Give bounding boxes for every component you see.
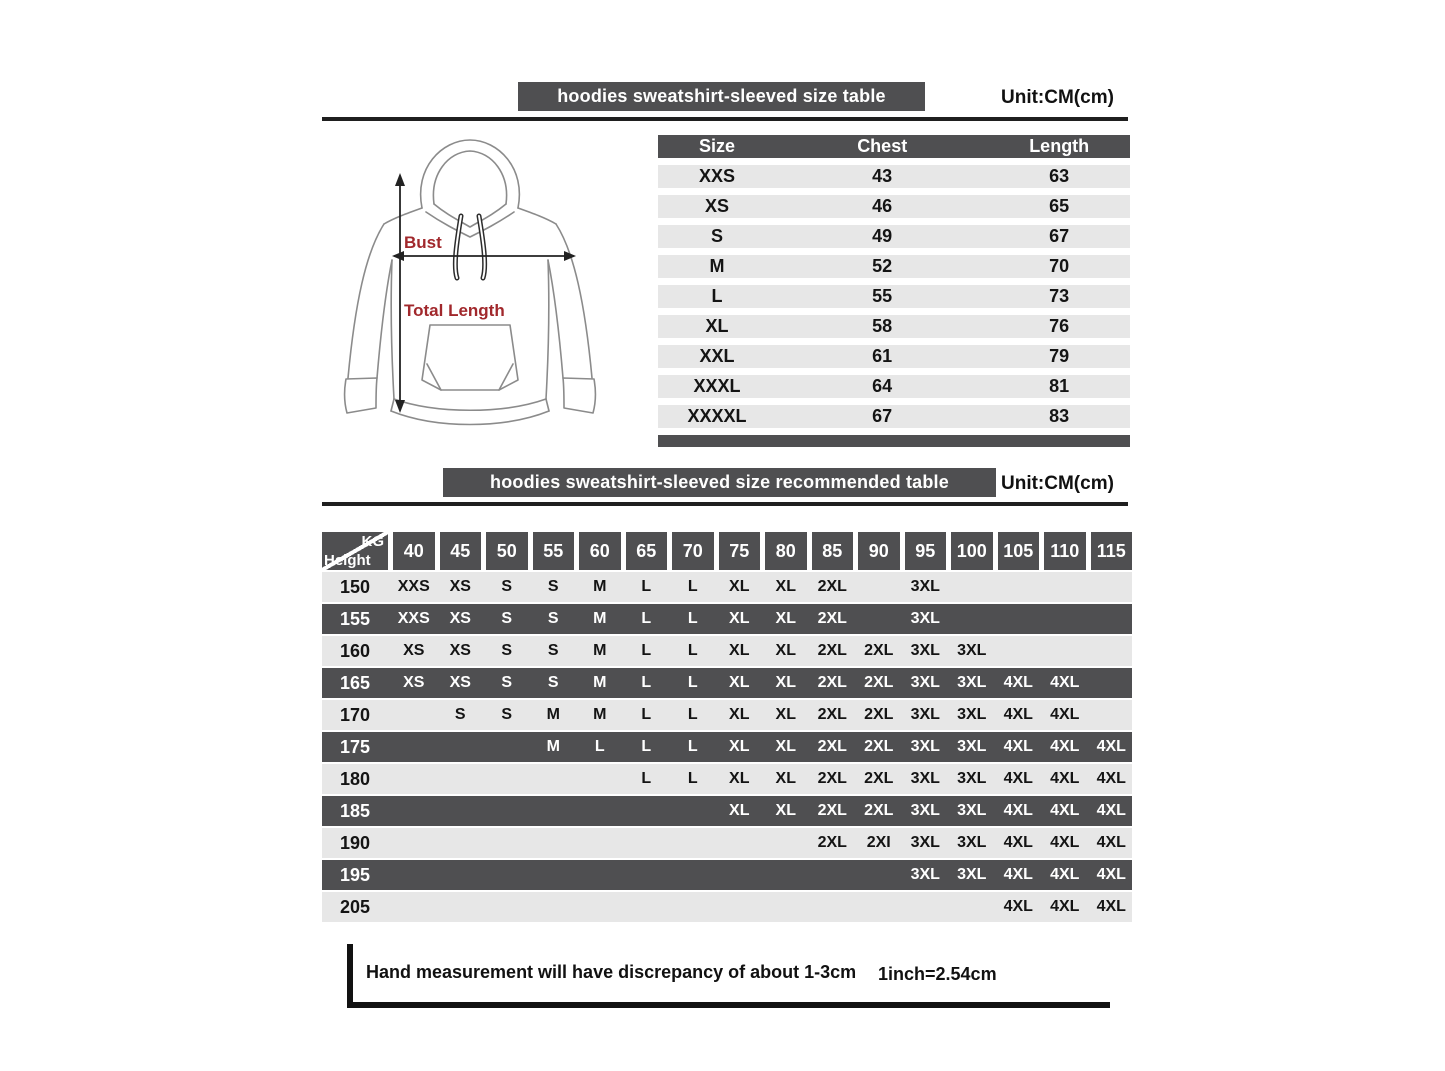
recommended-cell: S [501,642,513,659]
recommended-cell: 3XL [910,770,940,787]
recommended-size-table [322,532,1132,924]
unit-label-2: Unit:CM(cm) [1001,473,1114,494]
weight-header-cells [393,532,1132,570]
recommended-cell: XL [729,674,750,691]
size-table-header-row [658,135,1130,158]
divider-line-2 [322,502,1128,506]
recommended-cell: L [687,610,698,627]
size-table-cell: 67 [1049,226,1070,246]
height-label: 175 [339,736,371,757]
recommended-cell: XL [775,674,796,691]
size-table-cell: 55 [872,286,893,306]
recommended-cell: 3XL [957,738,987,755]
recommended-cell: XL [775,610,796,627]
height-label: 195 [339,864,371,885]
kg-corner-label: KG [361,533,384,550]
recommended-cell: 3XL [957,802,987,819]
recommended-cell: L [641,770,652,787]
recommended-cell: S [501,674,513,691]
recommended-cell: 2XL [817,738,847,755]
recommended-cell: L [641,706,652,723]
recommended-cell: S [501,610,513,627]
recommended-cell: XS [449,674,471,691]
recommended-cell: 4XL [1050,898,1080,915]
recommended-cell: M [593,610,607,627]
recommended-cell: XL [729,642,750,659]
recommended-cell: XL [729,802,750,819]
size-table-cell: XL [705,316,729,336]
height-label: 170 [339,704,371,725]
size-table [658,135,1130,447]
recommended-cell: 4XL [1003,706,1033,723]
recommended-cell: XL [729,610,750,627]
recommended-cell: 3XL [910,578,940,595]
recommended-cell: L [641,738,652,755]
recommended-cell: L [687,642,698,659]
size-table-title: hoodies sweatshirt-sleeved size table [518,82,925,111]
recommended-cell: 3XL [910,866,940,883]
weight-header-cell: 45 [440,532,482,570]
recommended-cell: 2XL [817,642,847,659]
recommended-cell: XL [775,738,796,755]
size-table-row [658,225,1130,248]
recommended-cell: 3XL [957,706,987,723]
recommended-table-body [322,572,1132,922]
recommended-cell: XL [775,802,796,819]
recommended-cell: 3XL [957,770,987,787]
size-table-cell: 81 [1049,376,1070,396]
recommended-cell: M [593,674,607,691]
size-table-cell: S [710,226,723,246]
weight-header-cell: 50 [486,532,528,570]
recommended-row [322,732,1132,762]
size-table-cell: 67 [872,406,893,426]
recommended-cell: XXS [397,578,430,595]
recommended-row [322,764,1132,794]
recommended-cell: 4XL [1003,738,1033,755]
size-table-cell: 70 [1049,256,1070,276]
weight-header-cell: 70 [672,532,714,570]
recommended-table-title: hoodies sweatshirt-sleeved size recommended table [443,468,996,497]
size-table-footer-bar [658,435,1130,447]
weight-header-cell: 105 [998,532,1040,570]
total-length-label: Total Length [404,301,505,320]
size-table-cell: 65 [1049,196,1070,216]
recommended-cell: XS [403,642,425,659]
recommended-cell: 2XL [817,706,847,723]
weight-header-cell: 40 [393,532,435,570]
height-label: 150 [339,576,371,597]
recommended-cell: L [687,674,698,691]
recommended-cell: 4XL [1003,770,1033,787]
size-table-row [658,285,1130,308]
recommended-row [322,572,1132,602]
size-table-cell: 64 [872,376,893,396]
recommended-cell: XL [775,578,796,595]
recommended-cell: 4XL [1096,770,1126,787]
weight-header-cell: 75 [719,532,761,570]
recommended-cell: XL [775,706,796,723]
weight-header-cell: 85 [812,532,854,570]
recommended-cell: 3XL [957,642,987,659]
unit-label-1: Unit:CM(cm) [1001,87,1114,108]
height-label: 165 [339,672,371,693]
recommended-row [322,604,1132,634]
recommended-cell: 2XL [864,706,894,723]
size-table-row [658,165,1130,188]
size-table-row [658,255,1130,278]
size-column-header: Size [698,136,736,156]
divider-line-1 [322,117,1128,121]
measurement-note: Hand measurement will have discrepancy of about 1-3cm [366,962,857,982]
size-table-cell: M [709,256,725,276]
height-corner-label: Height [324,552,371,569]
recommended-cell: XL [729,770,750,787]
size-table-cell: 73 [1049,286,1070,306]
size-table-body [658,165,1130,428]
height-label: 190 [339,832,371,853]
recommended-cell: S [501,578,513,595]
kg-height-corner-cell [322,532,388,570]
recommended-cell: S [547,610,559,627]
recommended-cell: S [547,642,559,659]
size-table-cell: 83 [1049,406,1070,426]
bust-label: Bust [404,233,442,252]
recommended-cell: 2XL [817,674,847,691]
recommended-cell: 2XL [864,674,894,691]
recommended-cell: 3XL [910,610,940,627]
recommended-cell: S [501,706,513,723]
weight-header-cell: 55 [533,532,575,570]
divider-line-3 [347,1002,1110,1008]
recommended-cell: 4XL [1050,674,1080,691]
recommended-row [322,828,1132,858]
note-left-bar [347,944,353,1008]
height-label: 155 [339,608,371,629]
weight-header-cell: 90 [858,532,900,570]
recommended-cell: 4XL [1050,770,1080,787]
weight-header-cell: 95 [905,532,947,570]
recommended-cell: 2XL [864,642,894,659]
recommended-cell: 3XL [910,674,940,691]
size-table-cell: 43 [872,166,893,186]
recommended-cell: L [687,738,698,755]
size-table-cell: 76 [1049,316,1070,336]
recommended-row [322,796,1132,826]
chest-column-header: Chest [857,136,908,156]
recommended-cell: M [593,578,607,595]
recommended-cell: XL [775,770,796,787]
recommended-cell: 3XL [910,706,940,723]
inch-conversion-note: 1inch=2.54cm [878,964,997,984]
recommended-cell: 3XL [957,834,987,851]
recommended-cell: XXS [397,610,430,627]
recommended-cell: 2XI [866,834,891,851]
size-table-row [658,315,1130,338]
size-table-row [658,345,1130,368]
recommended-cell: 4XL [1050,706,1080,723]
size-table-cell: 58 [872,316,893,336]
size-table-row [658,375,1130,398]
weight-header-cell: 100 [951,532,993,570]
size-table-cell: 79 [1049,346,1070,366]
recommended-cell: L [687,706,698,723]
height-label: 185 [339,800,371,821]
recommended-row [322,636,1132,666]
recommended-cell: S [547,674,559,691]
recommended-cell: 2XL [864,738,894,755]
recommended-row [322,700,1132,730]
recommended-cell: 3XL [957,866,987,883]
recommended-cell: XL [729,706,750,723]
recommended-cell: 2XL [864,770,894,787]
recommended-cell: 4XL [1003,866,1033,883]
size-table-cell: XXXXL [687,406,747,426]
size-table-cell: 49 [872,226,893,246]
weight-header-cell: 80 [765,532,807,570]
recommended-row [322,892,1132,922]
recommended-cell: L [641,674,652,691]
size-table-cell: 46 [872,196,893,216]
recommended-cell: M [546,706,560,723]
recommended-cell: XL [729,738,750,755]
recommended-cell: 3XL [957,674,987,691]
height-label: 180 [339,768,371,789]
recommended-cell: 2XL [817,578,847,595]
recommended-cell: S [547,578,559,595]
recommended-cell: 4XL [1003,898,1033,915]
recommended-cell: L [687,578,698,595]
recommended-cell: 4XL [1096,834,1126,851]
recommended-cell: 4XL [1096,738,1126,755]
size-table-row [658,405,1130,428]
recommended-cell: 4XL [1050,802,1080,819]
recommended-cell: L [641,578,652,595]
recommended-cell: 4XL [1050,738,1080,755]
recommended-cell: 3XL [910,802,940,819]
size-table-cell: XS [704,196,729,216]
recommended-cell: L [687,770,698,787]
recommended-cell: 4XL [1003,674,1033,691]
weight-header-row [322,532,1132,570]
weight-header-cell: 65 [626,532,668,570]
size-table-cell: XXL [699,346,735,366]
recommended-cell: 4XL [1096,898,1126,915]
recommended-cell: 2XL [864,802,894,819]
recommended-cell: XS [449,578,471,595]
recommended-cell: XL [729,578,750,595]
recommended-cell: M [593,642,607,659]
recommended-cell: 4XL [1050,866,1080,883]
size-table-cell: 52 [872,256,893,276]
size-table-cell: 61 [872,346,893,366]
weight-header-cell: 60 [579,532,621,570]
size-table-row [658,195,1130,218]
recommended-cell: S [454,706,466,723]
recommended-cell: 3XL [910,738,940,755]
recommended-cell: 4XL [1096,802,1126,819]
size-table-cell: XXXL [693,376,741,396]
recommended-row [322,668,1132,698]
height-label: 160 [339,640,371,661]
recommended-row [322,860,1132,890]
recommended-cell: XL [775,642,796,659]
hoodie-outline-drawing [330,128,610,460]
recommended-cell: L [641,610,652,627]
size-table-cell: 63 [1049,166,1070,186]
length-column-header: Length [1029,136,1090,156]
weight-header-cell: 110 [1044,532,1086,570]
height-label: 205 [339,896,371,917]
recommended-cell: M [546,738,560,755]
recommended-cell: 4XL [1050,834,1080,851]
recommended-cell: XS [449,642,471,659]
recommended-cell: 2XL [817,610,847,627]
recommended-cell: 2XL [817,834,847,851]
weight-header-cell: 115 [1091,532,1133,570]
recommended-cell: 3XL [910,642,940,659]
recommended-cell: 4XL [1096,866,1126,883]
recommended-cell: XS [449,610,471,627]
recommended-cell: 2XL [817,802,847,819]
recommended-cell: 2XL [817,770,847,787]
recommended-cell: L [641,642,652,659]
recommended-cell: 3XL [910,834,940,851]
recommended-cell: 4XL [1003,834,1033,851]
size-table-cell: L [711,286,723,306]
hoodie-measurement-diagram [330,128,610,460]
recommended-cell: L [594,738,605,755]
recommended-cell: XS [403,674,425,691]
recommended-cell: M [593,706,607,723]
recommended-cell: 4XL [1003,802,1033,819]
size-table-cell: XXS [698,166,736,186]
